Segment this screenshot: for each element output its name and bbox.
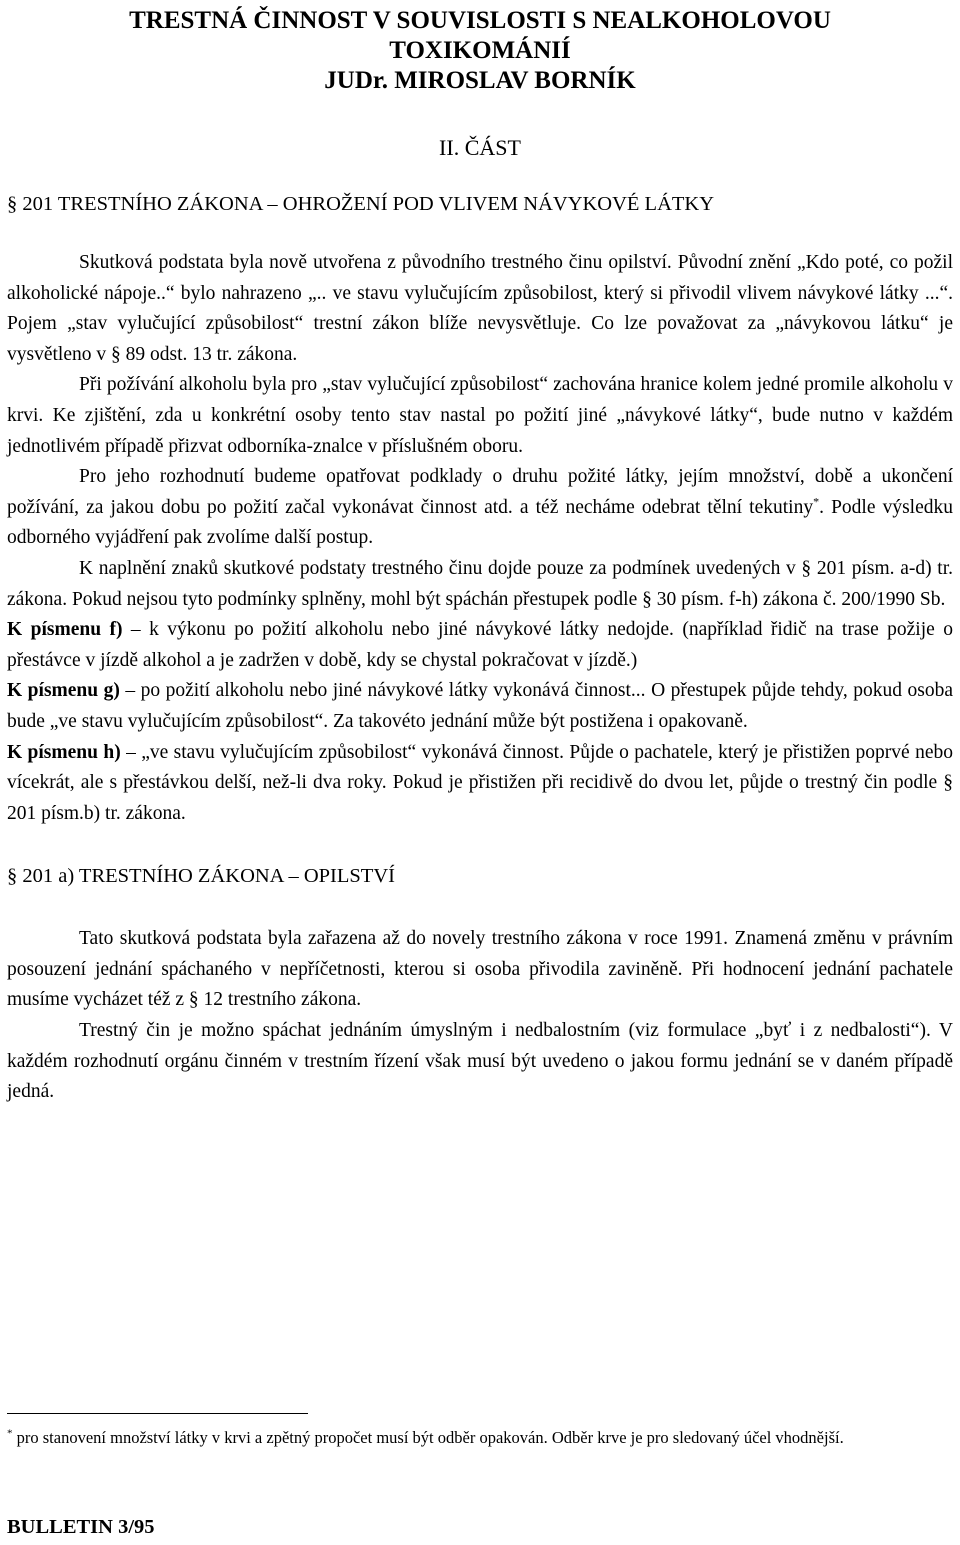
document-title-line1: TRESTNÁ ČINNOST V SOUVISLOSTI S NEALKOHOLOVOU bbox=[129, 7, 831, 34]
document-title-line2: TOXIKOMÁNIÍ bbox=[389, 37, 571, 64]
letter-label: K písmenu h) bbox=[7, 741, 121, 763]
footnote-text: pro stanovení množství látky v krvi a zpětný propočet musí být odběr opakován. Odběr krve je pro sledovaný účel vhodnější. bbox=[12, 1428, 844, 1447]
bulletin-label: BULLETIN 3/95 bbox=[7, 1516, 155, 1538]
footnote-divider bbox=[7, 1413, 308, 1414]
paragraph: Trestný čin je možno spáchat jednáním úmyslným i nedbalostním (viz formulace „byť i z nedbalosti“). V každém rozhodnutí orgánu činném v trestním řízení však musí být uvedeno o jakou formu jednání se v daném případě jedná. bbox=[7, 1020, 953, 1103]
paragraph-text: . Podle výsledku odborného vyjádření pak zvolíme další postup. bbox=[7, 496, 954, 549]
section-201-body bbox=[7, 248, 953, 829]
part-heading: II. ČÁST bbox=[439, 135, 521, 160]
author-name: JUDr. MIROSLAV BORNÍK bbox=[324, 67, 636, 94]
footnote-mark: * bbox=[7, 1427, 13, 1440]
paragraph-text: Pro jeho rozhodnutí budeme opatřovat podklady o druhu požité látky, jejím množství, době a ukončení požívání, za jakou dobu po požití začal vykonávat činnost atd. a též necháme odebrat tělní tekutiny bbox=[7, 466, 953, 518]
footnote-reference[interactable]: * bbox=[813, 494, 820, 509]
paragraph: Skutková podstata byla nově utvořena z původního trestného činu opilství. Původní znění „Kdo poté, co požil alkoholické nápoje..“ bylo nahrazeno „.. ve stavu vylučujícím způsobilost, který si přivodil vlivem návykové látky ...“. Pojem „stav vylučující způsobilost“ trestní zákon blíže nevysvětluje. Co lze považovat za „návykovou látku“ je vysvětleno v § 89 odst. 13 tr. zákona. bbox=[7, 252, 953, 365]
document-page bbox=[7, 0, 953, 1108]
section-201a-body bbox=[7, 924, 953, 1108]
paragraph: Tato skutková podstata byla zařazena až do novely trestního zákona v roce 1991. Znamená změnu v právním posouzení jednání spáchaného v nepříčetnosti, kterou si osoba přivodila zaviněně. Při hodnocení jednání pachatele musíme vycházet též z § 12 trestního zákona. bbox=[7, 928, 953, 1011]
paragraph-letter-g bbox=[7, 676, 953, 737]
letter-label: K písmenu g) bbox=[7, 680, 120, 702]
section-heading-201: § 201 TRESTNÍHO ZÁKONA – OHROŽENÍ POD VLIVEM NÁVYKOVÉ LÁTKY bbox=[7, 193, 715, 215]
paragraph: K naplnění znaků skutkové podstaty trestného činu dojde pouze za podmínek uvedených v § 201 písm. a-d) tr. zákona. Pokud nejsou tyto podmínky splněny, mohl být spáchán přestupek podle § 30 písm. f-h) zákona č. 200/1990 Sb. bbox=[7, 557, 953, 610]
paragraph-text: – k výkonu po požití alkoholu nebo jiné návykové látky nedojde. (například řidič na trase požije o přestávce v jízdě alkohol a je zadržen v době, kdy se chystal pokračovat v jízdě.) bbox=[7, 619, 953, 671]
paragraph-letter-f bbox=[7, 615, 953, 676]
section-heading-201a: § 201 a) TRESTNÍHO ZÁKONA – OPILSTVÍ bbox=[7, 865, 395, 888]
paragraph bbox=[7, 462, 953, 554]
paragraph-text: – „ve stavu vylučujícím způsobilost“ vykonává činnost. Půjde o pachatele, který je přistižen poprvé nebo vícekrát, ale s přestávkou delší, než-li dva roky. Pokud je přistižen při recidivě do dvou let, půjde o trestný čin podle § 201 písm.b) tr. zákona. bbox=[7, 741, 953, 824]
footnote bbox=[7, 1425, 953, 1450]
letter-label: K písmenu f) bbox=[7, 619, 123, 641]
paragraph-text: – po požití alkoholu nebo jiné návykové látky vykonává činnost... O přestupek půjde tehdy, pokud osoba bude „ve stavu vylučujícím způsobilost“. Za takovéto jednání může být postižena i opakovaně. bbox=[7, 680, 953, 732]
paragraph: Při požívání alkoholu byla pro „stav vylučující způsobilost“ zachována hranice kolem jedné promile alkoholu v krvi. Ke zjištění, zda u konkrétní osoby tento stav nastal po požití jiné „návykové látky“, bude nutno v každém jednotlivém případě přizvat odborníka-znalce v příslušném oboru. bbox=[7, 374, 953, 457]
paragraph-letter-h bbox=[7, 738, 953, 830]
